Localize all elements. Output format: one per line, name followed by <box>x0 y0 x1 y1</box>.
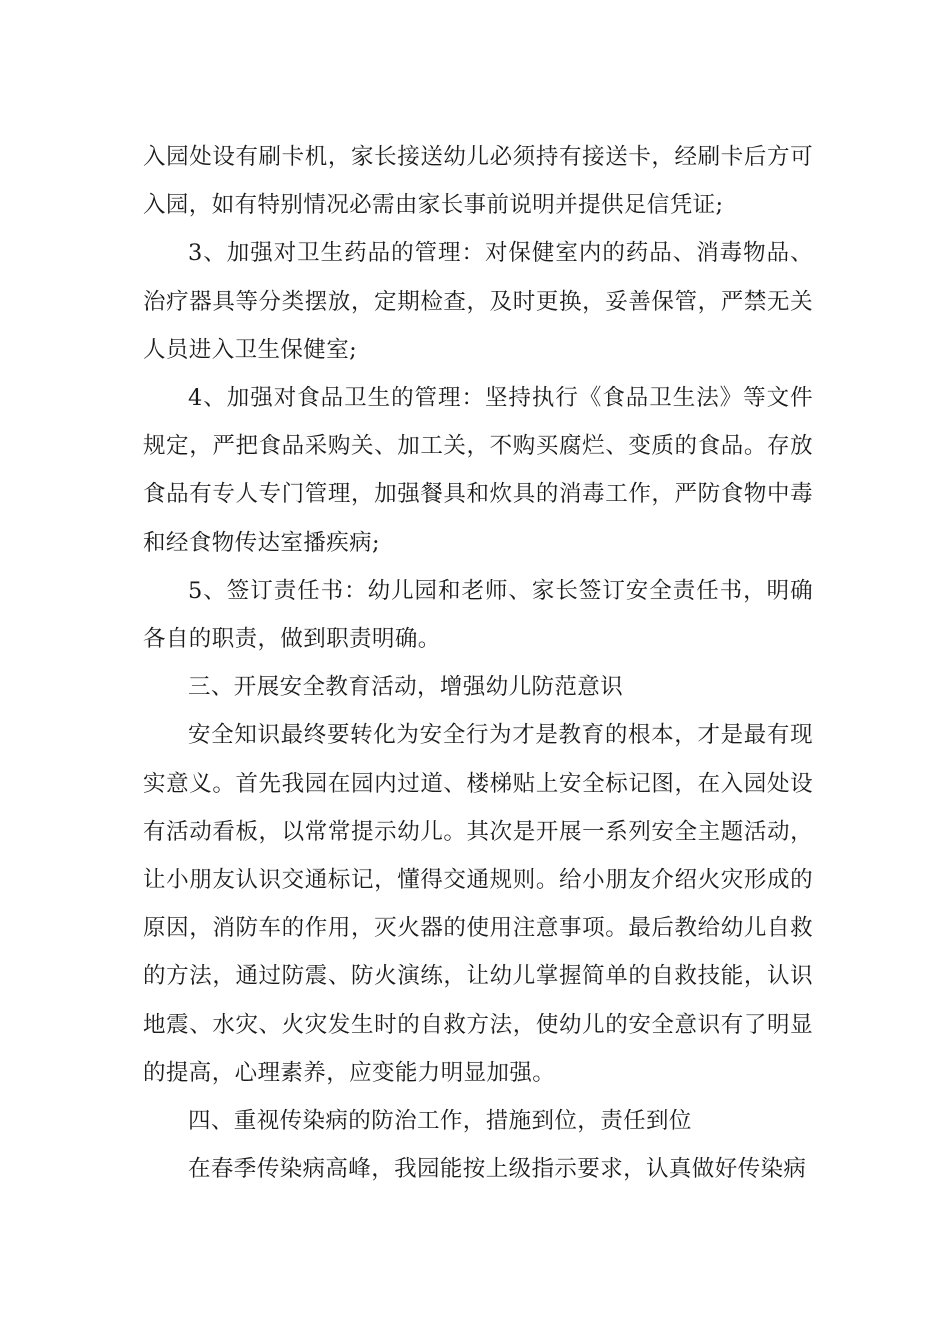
paragraph-entry-card-rule: 入园处设有刷卡机，家长接送幼儿必须持有接送卡，经刷卡后方可入园，如有特别情况必需由家长事前说明并提供足信凭证; <box>143 144 813 219</box>
section-heading-disease-prevention: 四、重视传染病的防治工作，措施到位，责任到位 <box>188 1108 692 1135</box>
paragraph-safety-education: 安全知识最终要转化为安全行为才是教育的根本，才是最有现实意义。首先我园在园内过道、楼梯贴上安全标记图，在入园处设有活动看板，以常常提示幼儿。其次是开展一系列安全主题活动，让小朋友认识交通标记，懂得交通规则。给小朋友介绍火灾形成的原因，消防车的作用，灭火器的使用注意事项。最后教给幼儿自救的方法，通过防震、防火演练，让幼儿掌握简单的自救技能，认识地震、水灾、火灾发生时的自救方法，使幼儿的安全意识有了明显的提高，心理素养，应变能力明显加强。 <box>143 722 813 1086</box>
paragraph-disease-prevention: 在春季传染病高峰，我园能按上级指示要求，认真做好传染病 <box>188 1156 807 1183</box>
section-heading-safety-education: 三、开展安全教育活动，增强幼儿防范意识 <box>188 674 624 701</box>
paragraph-medicine-management: 3、加强对卫生药品的管理：对保健室内的药品、消毒物品、治疗器具等分类摆放，定期检查，及时更换，妥善保管，严禁无关人员进入卫生保健室; <box>143 240 813 363</box>
paragraph-food-hygiene: 4、加强对食品卫生的管理：坚持执行《食品卫生法》等文件规定，严把食品采购关、加工关，不购买腐烂、变质的食品。存放食品有专人专门管理，加强餐具和炊具的消毒工作，严防食物中毒和经食物传达室播疾病; <box>143 385 813 556</box>
paragraph-responsibility-letter: 5、签订责任书：幼儿园和老师、家长签订安全责任书，明确各自的职责，做到职责明确。 <box>143 577 813 653</box>
document-body <box>143 133 813 1193</box>
